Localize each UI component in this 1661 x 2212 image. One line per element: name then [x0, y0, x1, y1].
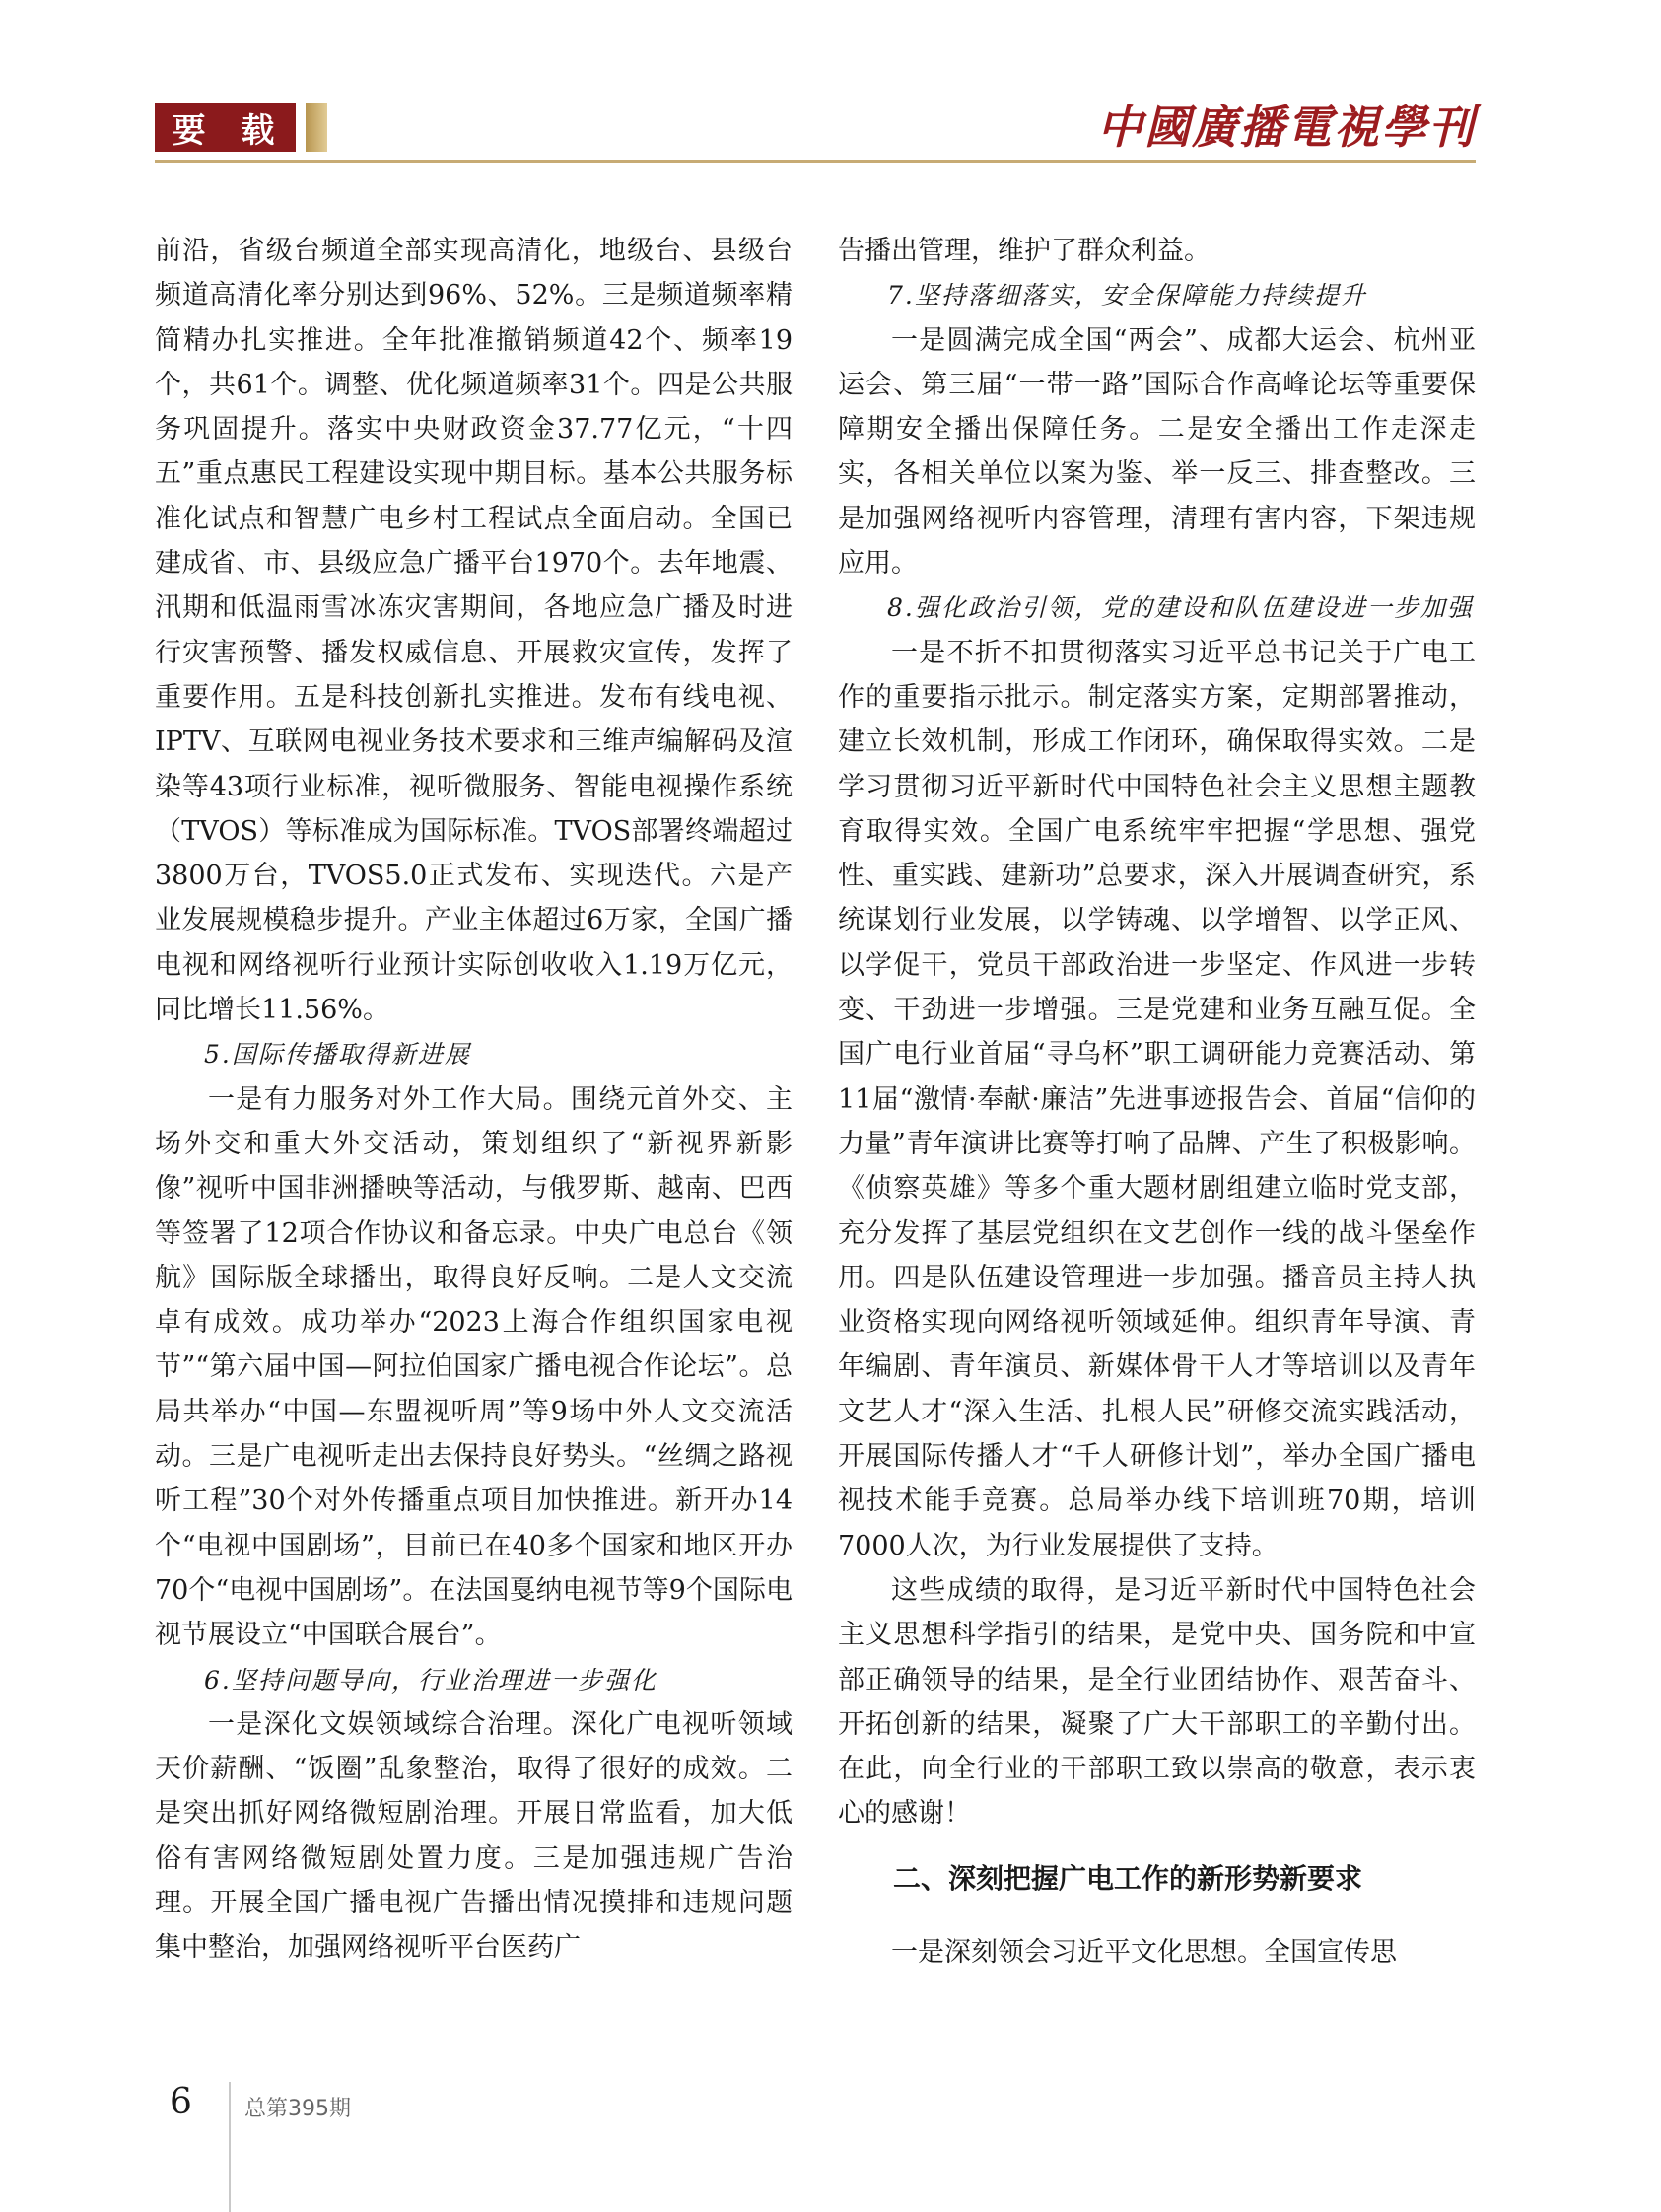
header-rule [155, 160, 1476, 163]
paragraph: 这些成绩的取得，是习近平新时代中国特色社会主义思想科学指引的结果，是党中央、国务院和中宣部正确领导的结果，是全行业团结协作、艰苦奋斗、开拓创新的结果，凝聚了广大干部职工的辛勤付出。在此，向全行业的干部职工致以崇高的敬意，表示衷心的感谢！ [838, 1574, 1476, 1830]
footer-divider [229, 2082, 231, 2212]
paragraph: 告播出管理，维护了群众利益。 [838, 236, 1211, 266]
subsection-heading: 8.强化政治引领，党的建设和队伍建设进一步加强 [887, 593, 1474, 623]
section-heading: 二、深刻把握广电工作的新形势新要求 [893, 1861, 1363, 1895]
section-label: 要 载 [155, 103, 296, 152]
paragraph: 一是不折不扣贯彻落实习近平总书记关于广电工作的重要指示批示。制定落实方案，定期部署推动，建立长效机制，形成工作闭环，确保取得实效。二是学习贯彻习近平新时代中国特色社会主义思想主题教育取得实效。全国广电系统牢牢把握“学思想、强党性、重实践、建新功”总要求，深入开展调查研究，系统谋划行业发展，以学铸魂、以学增智、以学正风、以学促干，党员干部政治进一步坚定、作风进一步转变、干劲进一步增强。三是党建和业务互融互促。全国广电行业首届“寻乌杯”职工调研能力竞赛活动、第11届“激情·奉献·廉洁”先进事迹报告会、首届“信仰的力量”青年演讲比赛等打响了品牌、产生了积极影响。《侦察英雄》等多个重大题材剧组建立临时党支部，充分发挥了基层党组织在文艺创作一线的战斗堡垒作用。四是队伍建设管理进一步加强。播音员主持人执业资格实现向网络视听领域延伸。组织青年导演、青年编剧、青年演员、新媒体骨干人才等培训以及青年文艺人才“深入生活、扎根人民”研修交流实践活动，开展国际传播人才“千人研修计划”，举办全国广播电视技术能手竞赛。总局举办线下培训班70期，培训7000人次，为行业发展提供了支持。 [838, 637, 1476, 1561]
paragraph: 一是深刻领会习近平文化思想。全国宣传思 [891, 1936, 1397, 1968]
subsection-heading: 5.国际传播取得新进展 [204, 1040, 471, 1070]
paragraph: 一是有力服务对外工作大局。围绕元首外交、主场外交和重大外交活动，策划组织了“新视界新影像”视听中国非洲播映等活动，与俄罗斯、越南、巴西等签署了12项合作协议和备忘录。中央广电总台《领航》国际版全球播出，取得良好反响。二是人文交流卓有成效。成功举办“2023上海合作组织国家电视节”“第六届中国—阿拉伯国家广播电视合作论坛”。总局共举办“中国—东盟视听周”等9场中外人文交流活动。三是广电视听走出去保持良好势头。“丝绸之路视听工程”30个对外传播重点项目加快推进。新开办14个“电视中国剧场”，目前已在40多个国家和地区开办70个“电视中国剧场”。在法国戛纳电视节等9个国际电视节展设立“中国联合展台”。 [155, 1083, 793, 1651]
paragraph: 一是圆满完成全国“两会”、成都大运会、杭州亚运会、第三届“一带一路”国际合作高峰论坛等重要保障期安全播出保障任务。二是安全播出工作走深走实，各相关单位以案为鉴、举一反三、排查整改。三是加强网络视听内容管理，清理有害内容，下架违规应用。 [838, 324, 1476, 580]
right-column [838, 229, 1476, 1974]
paragraph: 一是深化文娱领域综合治理。深化广电视听领域天价薪酬、“饭圈”乱象整治，取得了很好的成效。二是突出抓好网络微短剧治理。开展日常监看，加大低俗有害网络微短剧处置力度。三是加强违规广告治理。开展全国广播电视广告播出情况摸排和违规问题集中整治，加强网络视听平台医药广 [155, 1708, 793, 1964]
subsection-heading: 7.坚持落细落实，安全保障能力持续提升 [887, 281, 1367, 311]
paragraph: 前沿，省级台频道全部实现高清化，地级台、县级台频道高清化率分别达到96%、52%。三是频道频率精简精办扎实推进。全年批准撤销频道42个、频率19个，共61个。调整、优化频道频率31个。四是公共服务巩固提升。落实中央财政资金37.77亿元，“十四五”重点惠民工程建设实现中期目标。基本公共服务标准化试点和智慧广电乡村工程试点全面启动。全国已建成省、市、县级应急广播平台1970个。去年地震、汛期和低温雨雪冰冻灾害期间，各地应急广播及时进行灾害预警、播发权威信息、开展救灾宣传，发挥了重要作用。五是科技创新扎实推进。发布有线电视、IPTV、互联网电视业务技术要求和三维声编解码及渲染等43项行业标准，视听微服务、智能电视操作系统（TVOS）等标准成为国际标准。TVOS部署终端超过3800万台，TVOS5.0正式发布、实现迭代。六是产业发展规模稳步提升。产业主体超过6万家，全国广播电视和网络视听行业预计实际创收收入1.19万亿元，同比增长11.56%。 [155, 236, 793, 1026]
issue-number: 总第395期 [244, 2097, 351, 2121]
section-label-accent [306, 103, 327, 152]
journal-logo: 中國廣播電視學刊 [1097, 101, 1476, 154]
page-number: 6 [170, 2082, 192, 2122]
subsection-heading: 6.坚持问题导向，行业治理进一步强化 [204, 1665, 657, 1694]
left-column [155, 229, 793, 1970]
